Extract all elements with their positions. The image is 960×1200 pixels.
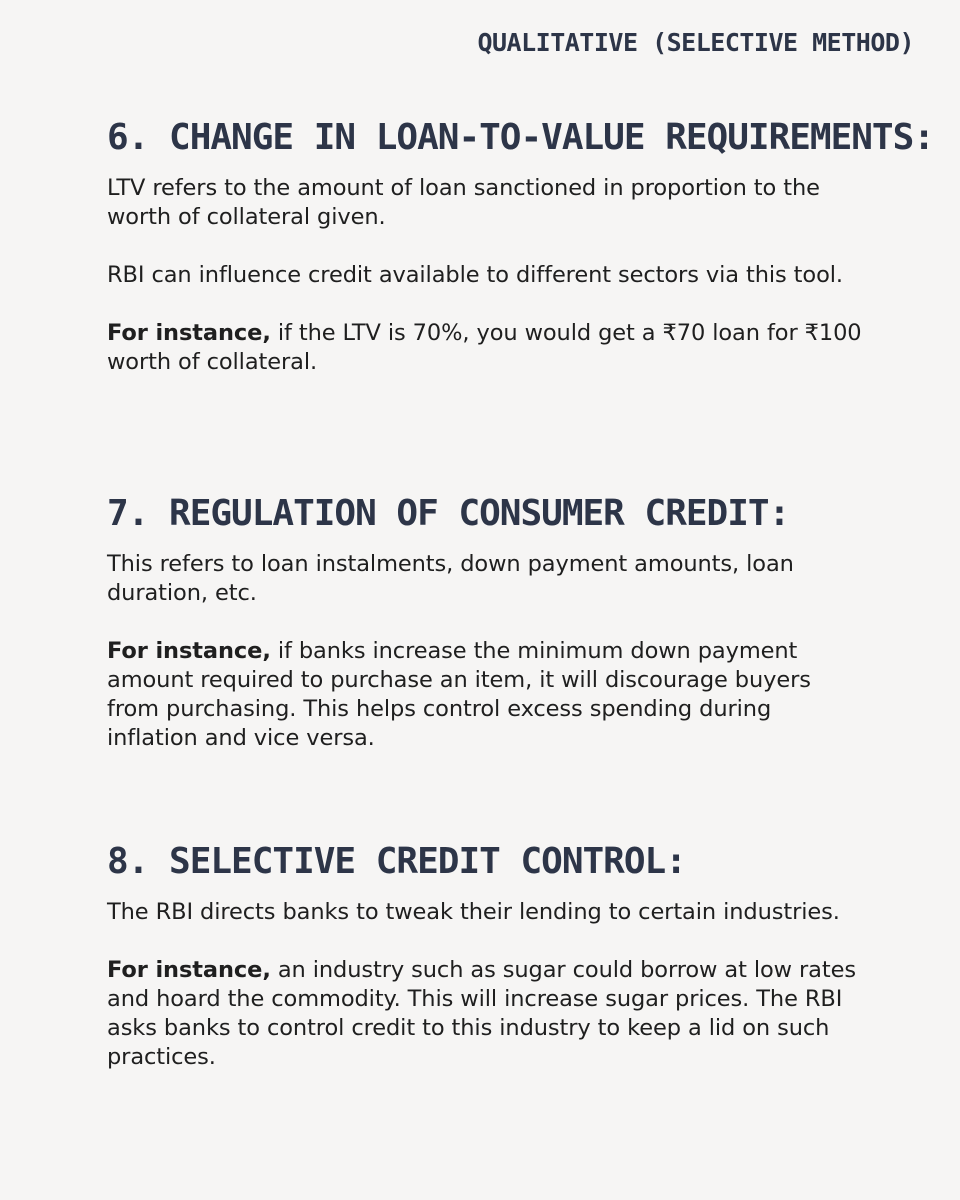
- section-title: 6. CHANGE IN LOAN-TO-VALUE REQUIREMENTS:: [107, 117, 934, 158]
- section-consumer-credit: [107, 492, 867, 782]
- example-lead: For instance,: [107, 638, 271, 664]
- example-paragraph: [107, 637, 867, 753]
- paragraph: [107, 174, 867, 232]
- section-title: 7. REGULATION OF CONSUMER CREDIT:: [107, 493, 790, 534]
- paragraph-text: RBI can influence credit available to different sectors via this tool.: [107, 262, 843, 288]
- paragraph-text: if the LTV is 70%, you would get a ₹70 loan for ₹100 worth of collateral.: [107, 320, 862, 375]
- paragraph-text: if banks increase the minimum down payment amount required to purchase an item, it will discourage buyers from purchasing. This helps control excess spending during inflation and vice versa.: [107, 638, 811, 751]
- paragraph: [107, 898, 867, 927]
- paragraph-text: an industry such as sugar could borrow at low rates and hoard the commodity. This will increase sugar prices. The RBI asks banks to control credit to this industry to keep a lid on such practices.: [107, 957, 856, 1070]
- example-paragraph: [107, 319, 867, 377]
- section-title: 8. SELECTIVE CREDIT CONTROL:: [107, 841, 686, 882]
- example-paragraph: [107, 956, 867, 1072]
- paragraph: [107, 261, 867, 290]
- paragraph-text: The RBI directs banks to tweak their lending to certain industries.: [107, 899, 840, 925]
- section-selective-credit-control: [107, 840, 867, 1101]
- paragraph-text: LTV refers to the amount of loan sanctioned in proportion to the worth of collateral given.: [107, 175, 820, 230]
- section-ltv-requirements: [107, 116, 934, 406]
- page-category-tag: QUALITATIVE (SELECTIVE METHOD): [477, 28, 914, 57]
- example-lead: For instance,: [107, 957, 271, 983]
- paragraph-text: This refers to loan instalments, down payment amounts, loan duration, etc.: [107, 551, 794, 606]
- example-lead: For instance,: [107, 320, 271, 346]
- paragraph: [107, 550, 867, 608]
